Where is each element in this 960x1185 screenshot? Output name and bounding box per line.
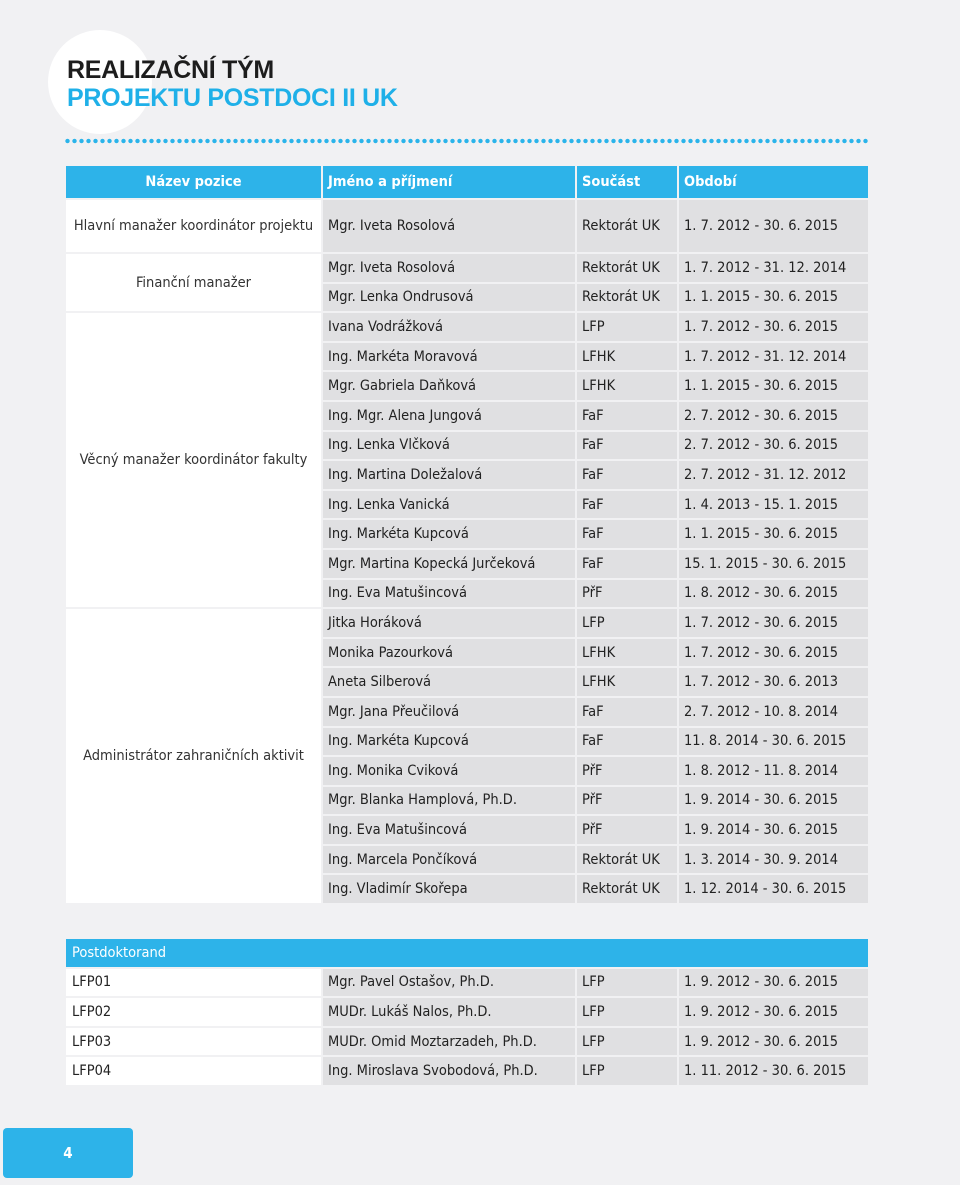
name-cell: Mgr. Jana Přeučilová xyxy=(323,698,575,726)
unit-cell: Rektorát UK xyxy=(577,200,677,252)
table-header-row xyxy=(66,166,868,198)
unit-cell: PřF xyxy=(577,757,677,785)
period-cell: 1. 9. 2012 - 30. 6. 2015 xyxy=(679,1028,868,1056)
name-cell: Ivana Vodrážková xyxy=(323,313,575,341)
period-cell: 1. 7. 2012 - 30. 6. 2015 xyxy=(679,200,868,252)
unit-cell: FaF xyxy=(577,402,677,430)
period-cell: 1. 9. 2014 - 30. 6. 2015 xyxy=(679,816,868,844)
period-cell: 1. 7. 2012 - 31. 12. 2014 xyxy=(679,254,868,282)
unit-cell: PřF xyxy=(577,816,677,844)
period-cell: 1. 12. 2014 - 30. 6. 2015 xyxy=(679,875,868,903)
period-cell: 11. 8. 2014 - 30. 6. 2015 xyxy=(679,728,868,756)
name-cell: Mgr. Lenka Ondrusová xyxy=(323,284,575,312)
header-cell: Období xyxy=(679,166,868,198)
unit-cell: LFHK xyxy=(577,639,677,667)
table-row xyxy=(66,609,868,637)
postdoc-header-row xyxy=(66,939,868,967)
period-cell: 1. 7. 2012 - 31. 12. 2014 xyxy=(679,343,868,371)
unit-cell: LFHK xyxy=(577,343,677,371)
period-cell: 1. 7. 2012 - 30. 6. 2015 xyxy=(679,609,868,637)
unit-cell: LFHK xyxy=(577,372,677,400)
unit-cell: Rektorát UK xyxy=(577,284,677,312)
postdoc-table xyxy=(64,937,870,1087)
period-cell: 1. 7. 2012 - 30. 6. 2015 xyxy=(679,639,868,667)
name-cell: Ing. Martina Doležalová xyxy=(323,461,575,489)
unit-cell: LFHK xyxy=(577,668,677,696)
name-cell: Ing. Markéta Kupcová xyxy=(323,520,575,548)
unit-cell: LFP xyxy=(577,1028,677,1056)
title-line-1: REALIZAČNÍ TÝM xyxy=(67,56,274,84)
period-cell: 1. 7. 2012 - 30. 6. 2015 xyxy=(679,313,868,341)
table-row xyxy=(66,313,868,341)
table-row xyxy=(66,254,868,282)
unit-cell: FaF xyxy=(577,550,677,578)
postdoc-row xyxy=(66,1028,868,1056)
period-cell: 1. 9. 2014 - 30. 6. 2015 xyxy=(679,787,868,815)
name-cell: Jitka Horáková xyxy=(323,609,575,637)
period-cell: 2. 7. 2012 - 30. 6. 2015 xyxy=(679,432,868,460)
period-cell: 1. 8. 2012 - 11. 8. 2014 xyxy=(679,757,868,785)
code-cell: LFP01 xyxy=(66,969,321,997)
unit-cell: Rektorát UK xyxy=(577,254,677,282)
team-table xyxy=(64,164,870,905)
title-line-2: PROJEKTU POSTDOCI II UK xyxy=(67,84,398,112)
name-cell: Mgr. Pavel Ostašov, Ph.D. xyxy=(323,969,575,997)
name-cell: Ing. Lenka Vanická xyxy=(323,491,575,519)
code-cell: LFP03 xyxy=(66,1028,321,1056)
header-cell: Jméno a příjmení xyxy=(323,166,575,198)
name-cell: Ing. Mgr. Alena Jungová xyxy=(323,402,575,430)
unit-cell: FaF xyxy=(577,698,677,726)
unit-cell: FaF xyxy=(577,491,677,519)
period-cell: 1. 3. 2014 - 30. 9. 2014 xyxy=(679,846,868,874)
unit-cell: LFP xyxy=(577,998,677,1026)
table-row xyxy=(66,200,868,252)
unit-cell: Rektorát UK xyxy=(577,875,677,903)
period-cell: 1. 8. 2012 - 30. 6. 2015 xyxy=(679,580,868,608)
unit-cell: LFP xyxy=(577,969,677,997)
period-cell: 1. 11. 2012 - 30. 6. 2015 xyxy=(679,1057,868,1085)
period-cell: 1. 9. 2012 - 30. 6. 2015 xyxy=(679,969,868,997)
name-cell: Mgr. Iveta Rosolová xyxy=(323,254,575,282)
code-cell: LFP04 xyxy=(66,1057,321,1085)
postdoc-row xyxy=(66,969,868,997)
unit-cell: LFP xyxy=(577,609,677,637)
period-cell: 2. 7. 2012 - 30. 6. 2015 xyxy=(679,402,868,430)
period-cell: 1. 1. 2015 - 30. 6. 2015 xyxy=(679,372,868,400)
name-cell: Mgr. Blanka Hamplová, Ph.D. xyxy=(323,787,575,815)
unit-cell: Rektorát UK xyxy=(577,846,677,874)
postdoc-row xyxy=(66,1057,868,1085)
unit-cell: FaF xyxy=(577,432,677,460)
header-cell: Název pozice xyxy=(66,166,321,198)
name-cell: Ing. Monika Cviková xyxy=(323,757,575,785)
name-cell: Ing. Markéta Kupcová xyxy=(323,728,575,756)
unit-cell: LFP xyxy=(577,1057,677,1085)
page-title xyxy=(67,56,398,112)
name-cell: Monika Pazourková xyxy=(323,639,575,667)
name-cell: Ing. Markéta Moravová xyxy=(323,343,575,371)
unit-cell: FaF xyxy=(577,520,677,548)
unit-cell: LFP xyxy=(577,313,677,341)
name-cell: Aneta Silberová xyxy=(323,668,575,696)
position-cell: Hlavní manažer koordinátor projektu xyxy=(66,200,321,252)
name-cell: Mgr. Gabriela Daňková xyxy=(323,372,575,400)
name-cell: Ing. Vladimír Skořepa xyxy=(323,875,575,903)
name-cell: Ing. Miroslava Svobodová, Ph.D. xyxy=(323,1057,575,1085)
unit-cell: PřF xyxy=(577,787,677,815)
period-cell: 1. 9. 2012 - 30. 6. 2015 xyxy=(679,998,868,1026)
postdoc-header-cell: Postdoktorand xyxy=(66,939,868,967)
unit-cell: PřF xyxy=(577,580,677,608)
name-cell: Mgr. Iveta Rosolová xyxy=(323,200,575,252)
unit-cell: FaF xyxy=(577,728,677,756)
postdoc-row xyxy=(66,998,868,1026)
name-cell: MUDr. Omid Moztarzadeh, Ph.D. xyxy=(323,1028,575,1056)
name-cell: MUDr. Lukáš Nalos, Ph.D. xyxy=(323,998,575,1026)
header-cell: Součást xyxy=(577,166,677,198)
period-cell: 2. 7. 2012 - 31. 12. 2012 xyxy=(679,461,868,489)
position-cell: Finanční manažer xyxy=(66,254,321,311)
period-cell: 1. 4. 2013 - 15. 1. 2015 xyxy=(679,491,868,519)
dotted-divider xyxy=(64,137,868,145)
period-cell: 2. 7. 2012 - 10. 8. 2014 xyxy=(679,698,868,726)
unit-cell: FaF xyxy=(577,461,677,489)
position-cell: Administrátor zahraničních aktivit xyxy=(66,609,321,903)
position-cell: Věcný manažer koordinátor fakulty xyxy=(66,313,321,607)
code-cell: LFP02 xyxy=(66,998,321,1026)
name-cell: Ing. Marcela Pončíková xyxy=(323,846,575,874)
name-cell: Mgr. Martina Kopecká Jurčeková xyxy=(323,550,575,578)
period-cell: 1. 1. 2015 - 30. 6. 2015 xyxy=(679,284,868,312)
period-cell: 1. 1. 2015 - 30. 6. 2015 xyxy=(679,520,868,548)
name-cell: Ing. Eva Matušincová xyxy=(323,580,575,608)
period-cell: 1. 7. 2012 - 30. 6. 2013 xyxy=(679,668,868,696)
period-cell: 15. 1. 2015 - 30. 6. 2015 xyxy=(679,550,868,578)
page-number: 4 xyxy=(3,1128,133,1178)
name-cell: Ing. Lenka Vlčková xyxy=(323,432,575,460)
name-cell: Ing. Eva Matušincová xyxy=(323,816,575,844)
